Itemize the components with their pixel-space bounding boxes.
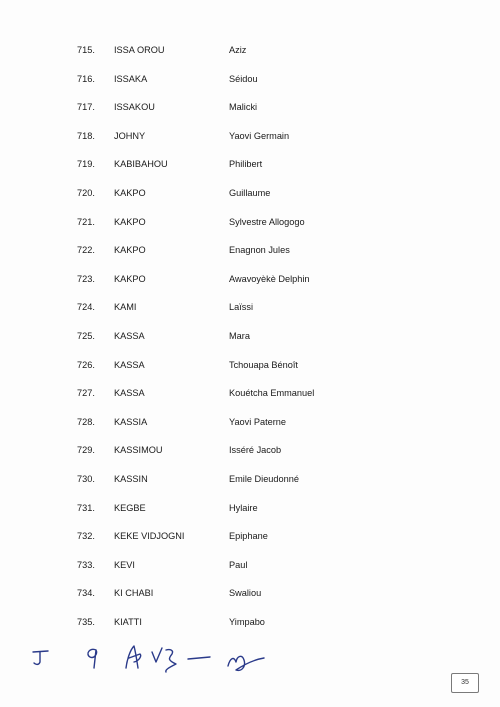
- list-item: [0, 44, 500, 73]
- entry-firstname: Awavoyèkè Delphin: [229, 273, 310, 284]
- entry-firstname: Sylvestre Allogogo: [229, 216, 305, 227]
- entry-firstname: Séidou: [229, 73, 258, 84]
- list-item: [0, 387, 500, 416]
- signature-mark: [88, 649, 97, 668]
- entry-number: 723.: [77, 273, 95, 284]
- entry-number: 726.: [77, 359, 95, 370]
- entry-number: 719.: [77, 159, 95, 170]
- entry-surname: KAKPO: [114, 245, 146, 256]
- entry-number: 718.: [77, 130, 95, 141]
- entry-number: 717.: [77, 102, 95, 113]
- entry-number: 729.: [77, 445, 95, 456]
- entry-number: 715.: [77, 45, 95, 55]
- entry-firstname: Swaliou: [229, 588, 262, 599]
- entry-surname: KAMI: [114, 302, 137, 313]
- entry-surname: KEVI: [114, 559, 135, 570]
- entry-number: 728.: [77, 416, 95, 427]
- entry-number: 716.: [77, 73, 95, 84]
- list-item: [0, 187, 500, 216]
- entry-firstname: Hylaire: [229, 502, 258, 513]
- entry-surname: KEKE VIDJOGNI: [114, 531, 185, 542]
- entry-surname: KIATTI: [114, 616, 142, 627]
- list-item: [0, 530, 500, 559]
- entry-surname: ISSAKA: [114, 73, 148, 84]
- entry-number: 722.: [77, 245, 95, 256]
- list-item: [0, 330, 500, 359]
- entry-surname: KASSIMOU: [114, 445, 163, 456]
- entry-surname: ISSAKOU: [114, 102, 155, 113]
- entry-firstname: Malicki: [229, 102, 258, 113]
- signatures: [30, 642, 290, 676]
- entry-surname: KI CHABI: [114, 588, 154, 599]
- entry-surname: KAKPO: [114, 187, 146, 198]
- entry-surname: KABIBAHOU: [114, 159, 168, 170]
- signature-mark: [228, 656, 264, 670]
- entry-firstname: Emile Dieudonné: [229, 473, 299, 484]
- entry-number: 727.: [77, 388, 95, 399]
- entry-number: 730.: [77, 473, 95, 484]
- entry-number: 734.: [77, 588, 95, 599]
- entry-surname: JOHNY: [114, 130, 146, 141]
- entry-firstname: Epiphane: [229, 531, 268, 542]
- entry-firstname: Enagnon Jules: [229, 245, 290, 256]
- page-number: 35: [451, 673, 479, 693]
- entry-surname: KAKPO: [114, 273, 146, 284]
- entry-surname: ISSA OROU: [114, 45, 165, 55]
- entry-firstname: Laïssi: [229, 302, 254, 313]
- entry-surname: KASSA: [114, 388, 145, 399]
- entry-firstname: Mara: [229, 330, 250, 341]
- list-item: [0, 502, 500, 531]
- signature-mark: [33, 651, 48, 664]
- entry-number: 720.: [77, 187, 95, 198]
- entry-firstname: Isséré Jacob: [229, 445, 282, 456]
- entry-surname: KASSA: [114, 359, 145, 370]
- entry-firstname: Yimpabo: [229, 616, 265, 627]
- entry-surname: KASSIA: [114, 416, 148, 427]
- entry-number: 731.: [77, 502, 95, 513]
- entry-number: 735.: [77, 616, 95, 627]
- list-item: [0, 444, 500, 473]
- entry-number: 732.: [77, 531, 95, 542]
- list-item: [0, 273, 500, 302]
- name-list: [0, 44, 500, 644]
- entry-number: 733.: [77, 559, 95, 570]
- entry-surname: KAKPO: [114, 216, 146, 227]
- list-item: [0, 559, 500, 588]
- entry-firstname: Aziz: [229, 45, 247, 55]
- entry-firstname: Paul: [229, 559, 248, 570]
- entry-firstname: Guillaume: [229, 187, 271, 198]
- signature-mark: [152, 648, 176, 672]
- list-item: [0, 359, 500, 388]
- list-item: [0, 130, 500, 159]
- entry-firstname: Yaovi Paterne: [229, 416, 287, 427]
- entry-surname: KASSA: [114, 330, 145, 341]
- entry-surname: KASSIN: [114, 473, 148, 484]
- list-item: [0, 301, 500, 330]
- entry-number: 725.: [77, 330, 95, 341]
- list-item: [0, 416, 500, 445]
- list-item: [0, 216, 500, 245]
- list-item: [0, 244, 500, 273]
- signature-mark: [126, 646, 141, 668]
- entry-firstname: Philibert: [229, 159, 263, 170]
- entry-firstname: Yaovi Germain: [229, 130, 290, 141]
- signature-mark: [188, 657, 210, 659]
- list-item: [0, 158, 500, 187]
- list-item: [0, 587, 500, 616]
- entry-surname: KEGBE: [114, 502, 146, 513]
- entry-firstname: Kouétcha Emmanuel: [229, 388, 315, 399]
- entry-number: 721.: [77, 216, 95, 227]
- list-item: [0, 616, 500, 645]
- entry-firstname: Tchouapa Bénoît: [229, 359, 298, 370]
- list-item: [0, 101, 500, 130]
- entry-number: 724.: [77, 302, 95, 313]
- list-item: [0, 473, 500, 502]
- list-item: [0, 73, 500, 102]
